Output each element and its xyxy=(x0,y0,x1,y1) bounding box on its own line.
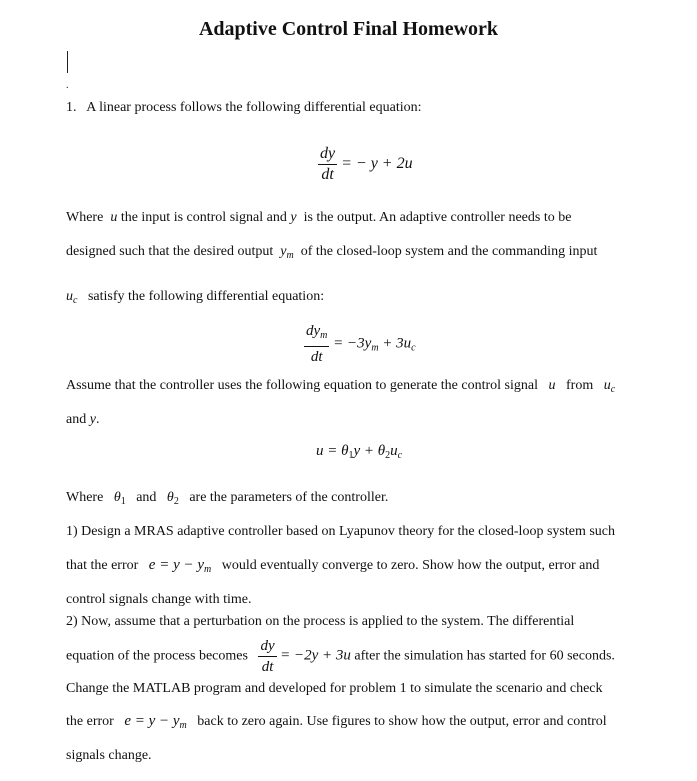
where-line xyxy=(66,210,571,226)
var-y: y xyxy=(290,210,297,225)
paragraph-mark: . xyxy=(66,80,69,91)
denominator: dt xyxy=(261,659,274,675)
error-expression: e = y − y xyxy=(148,557,205,573)
equation-reference-model xyxy=(304,321,416,367)
var-u: u xyxy=(548,378,556,393)
text: + 3u xyxy=(382,335,412,352)
error-expression: e = y − y xyxy=(124,713,180,729)
document-title: Adaptive Control Final Homework xyxy=(198,18,499,40)
intro-text: A linear process follows the following differential equation: xyxy=(86,100,422,115)
part-2-line-3: Change the MATLAB program and developed for problem 1 to simulate the scenario and check xyxy=(66,681,603,696)
var-u: u xyxy=(110,210,118,225)
text: u = θ xyxy=(316,443,349,459)
part-2-line-4 xyxy=(66,713,607,731)
part-2-line-1: 2) Now, assume that a perturbation on the process is applied to the system. The differential xyxy=(66,614,575,629)
subscript: c xyxy=(411,342,416,354)
subscript: m xyxy=(371,342,379,354)
var-u: u xyxy=(603,378,611,393)
text: = −3y xyxy=(333,335,372,352)
equation-rhs: = −2y + 3u xyxy=(280,647,351,664)
text: after the simulation has started for 60 seconds. xyxy=(354,648,615,664)
fraction-dym-dt xyxy=(304,321,329,367)
part-1-line-2 xyxy=(66,557,599,575)
part-2-line-5: signals change. xyxy=(66,748,152,763)
text: the error xyxy=(66,714,114,729)
text: satisfy the following differential equation: xyxy=(87,289,325,304)
denominator: dt xyxy=(310,349,323,365)
and-line xyxy=(66,412,99,428)
fraction-dy-dt xyxy=(258,636,276,677)
subscript: 1 xyxy=(348,450,354,461)
var-theta: θ xyxy=(113,490,121,505)
text: would eventually converge to zero. Show how the output, error and xyxy=(221,558,600,573)
subscript: c xyxy=(397,450,403,461)
text-cursor xyxy=(67,51,68,73)
part-2-line-2 xyxy=(66,636,615,677)
text: and xyxy=(136,490,157,505)
text: dy xyxy=(306,323,321,339)
text: Where xyxy=(66,210,104,225)
text: u xyxy=(390,443,398,459)
text: of the closed-loop system and the commanding input xyxy=(300,244,598,259)
text: back to zero again. Use figures to show how the output, error and control xyxy=(197,714,607,729)
subscript: m xyxy=(286,250,294,261)
numerator xyxy=(304,321,329,347)
question-number: 1. xyxy=(66,100,77,115)
text: are the parameters of the controller. xyxy=(189,490,389,505)
satisfy-line xyxy=(66,289,324,306)
text: is the output. An adaptive controller needs to be xyxy=(303,210,572,225)
text: equation of the process becomes xyxy=(66,648,248,664)
text: that the error xyxy=(66,558,139,573)
equation-control-law xyxy=(316,443,402,461)
var-u: u xyxy=(66,289,73,304)
text: the input is control signal and xyxy=(120,210,287,225)
subscript: c xyxy=(610,384,616,395)
assume-line xyxy=(66,378,615,395)
equation-process xyxy=(318,144,413,185)
subscript: c xyxy=(73,295,78,306)
subscript: m xyxy=(204,564,212,575)
subscript: 2 xyxy=(385,450,391,461)
text: y + θ xyxy=(353,443,386,459)
text: Assume that the controller uses the following equation to generate the control signal xyxy=(66,378,538,393)
subscript: m xyxy=(179,720,187,731)
subscript: 1 xyxy=(120,496,126,507)
text: . xyxy=(95,412,100,427)
parameters-line xyxy=(66,490,388,507)
subscript: m xyxy=(320,330,328,341)
numerator: dy xyxy=(258,636,276,657)
text: designed such that the desired output xyxy=(66,244,274,259)
fraction-dy-dt: $\frac{dy}{dt}$ xyxy=(320,145,336,183)
question-1-intro xyxy=(66,100,422,116)
subscript: 2 xyxy=(173,496,179,507)
text: Where xyxy=(66,490,104,505)
text: from xyxy=(566,378,594,393)
var-theta: θ xyxy=(166,490,174,505)
var-y: y xyxy=(89,412,96,427)
designed-line xyxy=(66,244,597,261)
text: and xyxy=(66,412,87,427)
part-1-line-1: 1) Design a MRAS adaptive controller based on Lyapunov theory for the closed-loop system such xyxy=(66,524,615,539)
equation-rhs: = − y + 2u xyxy=(341,155,413,173)
var-y: y xyxy=(280,244,287,259)
part-1-line-3: control signals change with time. xyxy=(66,592,252,607)
